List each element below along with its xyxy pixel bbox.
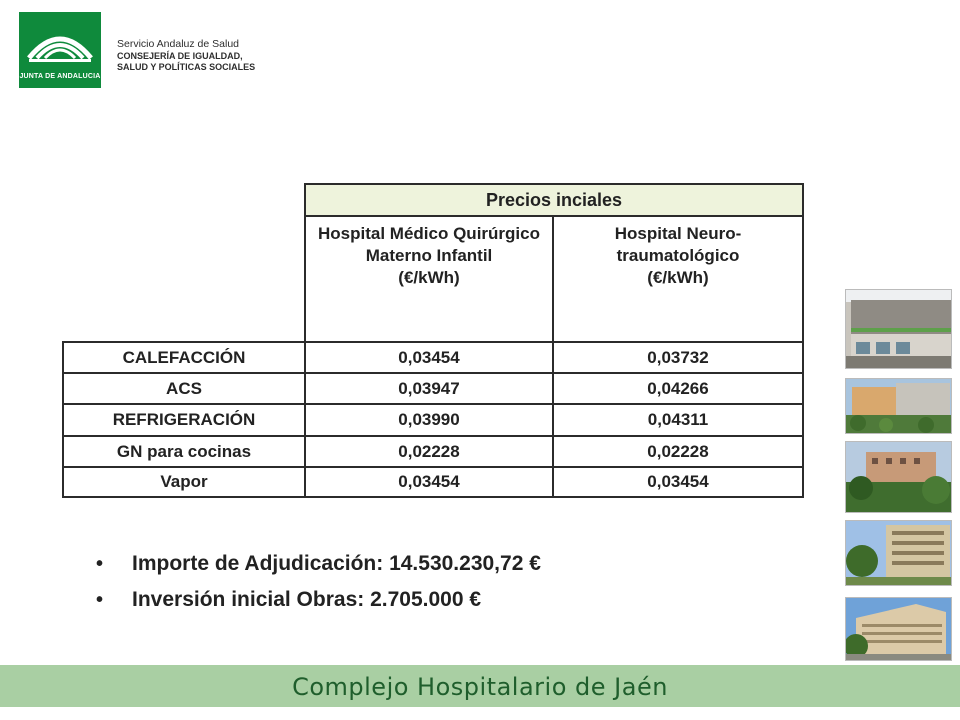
org-line-1: Servicio Andaluz de Salud: [117, 38, 239, 50]
table-cell: 0,04311: [552, 403, 804, 437]
row-label: REFRIGERACIÓN: [62, 403, 306, 437]
column-header-line: (€/kWh): [398, 268, 460, 287]
column-header-line: Hospital Neuro-: [614, 224, 742, 243]
bullet-icon: •: [96, 552, 104, 575]
organization-name: [117, 38, 255, 73]
logo-caption: JUNTA DE ANDALUCIA: [19, 73, 101, 80]
row-label: GN para cocinas: [62, 435, 306, 468]
row-label: Vapor: [62, 466, 306, 498]
bullet-icon: •: [96, 588, 104, 611]
bullet-text: Importe de Adjudicación: 14.530.230,72 €: [132, 552, 541, 575]
table-cell: 0,03454: [304, 341, 554, 374]
column-header-line: traumatológico: [616, 246, 740, 265]
row-label: ACS: [62, 372, 306, 405]
list-item: [96, 546, 541, 582]
column-header-line: Materno Infantil: [365, 246, 493, 265]
hospital-photo: [845, 378, 952, 434]
table-cell: 0,02228: [304, 435, 554, 468]
column-header-hospital-2: [552, 215, 804, 343]
row-label: CALEFACCIÓN: [62, 341, 306, 374]
table-group-header: Precios inciales: [304, 183, 804, 217]
table-cell: 0,03947: [304, 372, 554, 405]
column-header-line: (€/kWh): [647, 268, 709, 287]
hospital-photo: [845, 520, 952, 586]
table-cell: 0,03454: [552, 466, 804, 498]
bullet-text: Inversión inicial Obras: 2.705.000 €: [132, 588, 482, 611]
org-line-3: SALUD Y POLÍTICAS SOCIALES: [117, 62, 256, 72]
hospital-photo: [845, 597, 952, 661]
list-item: [96, 582, 541, 618]
table-cell: 0,03990: [304, 403, 554, 437]
hospital-photo: [845, 289, 952, 369]
footer-bar: [0, 665, 960, 707]
table-cell: 0,02228: [552, 435, 804, 468]
column-header-line: Hospital Médico Quirúrgico: [318, 224, 540, 243]
footer-title: Complejo Hospitalario de Jaén: [292, 673, 668, 701]
org-line-2: CONSEJERÍA DE IGUALDAD,: [117, 51, 243, 61]
junta-andalucia-logo: [19, 12, 101, 88]
table-cell: 0,03454: [304, 466, 554, 498]
table-cell: 0,04266: [552, 372, 804, 405]
column-header-hospital-1: [304, 215, 554, 343]
bullet-list: [96, 546, 541, 618]
hospital-photo: [845, 441, 952, 513]
table-cell: 0,03732: [552, 341, 804, 374]
